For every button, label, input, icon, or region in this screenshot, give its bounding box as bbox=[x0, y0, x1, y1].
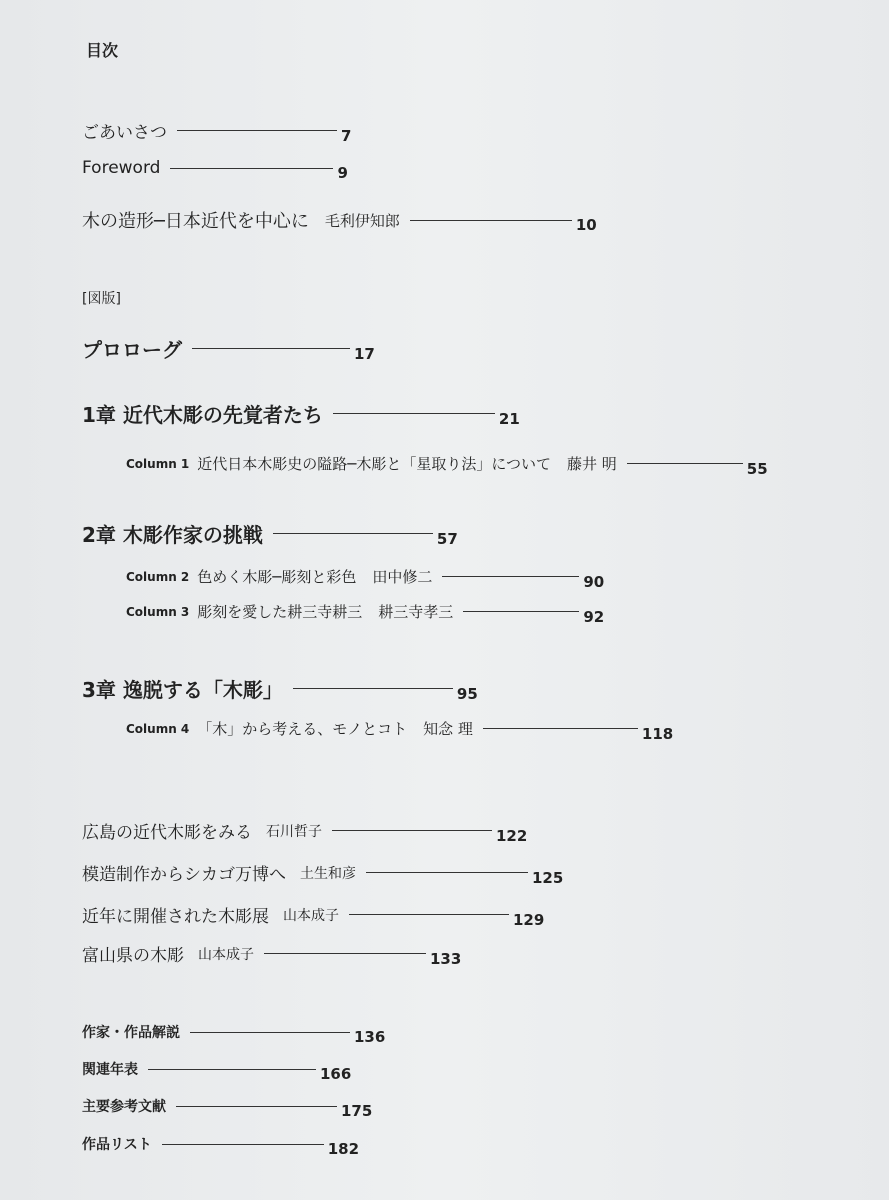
page-number: 9 bbox=[337, 164, 348, 182]
column-title: 「木」から考える、モノとコト bbox=[197, 720, 408, 738]
page-number: 175 bbox=[341, 1102, 373, 1120]
toc-entry-essay-4[interactable] bbox=[82, 941, 461, 966]
toc-entry-artist-notes[interactable] bbox=[82, 1022, 386, 1046]
page-number: 17 bbox=[354, 344, 375, 363]
leader-line bbox=[176, 1106, 337, 1107]
chapter-title: 2章 木彫作家の挑戦 bbox=[82, 523, 263, 547]
toc-entry-essay-3[interactable] bbox=[82, 902, 544, 927]
leader-line bbox=[483, 728, 638, 729]
toc-entry-chapter-1[interactable] bbox=[82, 399, 520, 428]
entry-author: 山本成子 bbox=[283, 907, 339, 924]
page-number: 129 bbox=[513, 910, 545, 929]
entry-title: 関連年表 bbox=[82, 1062, 138, 1078]
page-number: 122 bbox=[496, 826, 528, 845]
page-number: 125 bbox=[532, 868, 564, 887]
entry-title: 富山県の木彫 bbox=[82, 946, 184, 966]
leader-line bbox=[442, 576, 579, 577]
entry-title: 作家・作品解説 bbox=[82, 1025, 180, 1041]
column-title: 彫刻を愛した耕三寺耕三 bbox=[197, 603, 363, 621]
entry-author: 石川哲子 bbox=[266, 823, 322, 840]
toc-entry-prologue[interactable] bbox=[82, 334, 375, 363]
page-number: 92 bbox=[583, 607, 605, 626]
leader-line bbox=[463, 611, 579, 612]
entry-title: 近年に開催された木彫展 bbox=[82, 907, 269, 927]
leader-line bbox=[162, 1144, 324, 1145]
page-number: 166 bbox=[320, 1065, 352, 1083]
toc-entry-essay-1[interactable] bbox=[82, 818, 527, 843]
page-number: 95 bbox=[456, 684, 478, 703]
leader-line bbox=[332, 830, 492, 831]
toc-entry-column-4[interactable] bbox=[126, 718, 674, 743]
leader-line bbox=[293, 688, 453, 689]
leader-line bbox=[177, 130, 337, 131]
leader-line bbox=[190, 1032, 350, 1033]
entry-title: 広島の近代木彫をみる bbox=[82, 823, 252, 843]
column-tag: Column 4 bbox=[126, 721, 190, 736]
entry-author: 山本成子 bbox=[198, 946, 254, 963]
leader-line bbox=[333, 413, 495, 414]
page-number: 10 bbox=[575, 216, 597, 234]
toc-entry-works-list[interactable] bbox=[82, 1134, 360, 1158]
leader-line bbox=[273, 533, 433, 534]
toc-entry-chapter-2[interactable] bbox=[82, 519, 458, 548]
entry-title: 主要参考文献 bbox=[82, 1099, 166, 1115]
column-title: 近代日本木彫史の隘路─木彫と「星取り法」について bbox=[197, 455, 552, 473]
toc-entry-greeting[interactable] bbox=[82, 118, 351, 143]
entry-title: 作品リスト bbox=[82, 1137, 152, 1153]
page-number: 133 bbox=[430, 949, 462, 968]
page-number: 90 bbox=[583, 572, 605, 591]
leader-line bbox=[192, 348, 350, 349]
toc-entry-chronology[interactable] bbox=[82, 1059, 352, 1083]
column-tag: Column 2 bbox=[126, 569, 190, 584]
page-number: 7 bbox=[341, 126, 352, 145]
entry-title: ごあいさつ bbox=[82, 123, 167, 143]
toc-entry-column-3[interactable] bbox=[126, 601, 605, 626]
leader-line bbox=[264, 953, 426, 954]
page-number: 55 bbox=[746, 459, 768, 478]
leader-line bbox=[627, 463, 743, 464]
page-number: 21 bbox=[498, 409, 520, 428]
section-plates-label: [図版] bbox=[82, 291, 121, 307]
entry-title: Foreword bbox=[82, 158, 161, 178]
toc-entry-chapter-3[interactable] bbox=[82, 674, 478, 703]
leader-line bbox=[410, 220, 572, 221]
toc-entry-bibliography[interactable] bbox=[82, 1096, 373, 1120]
column-tag: Column 3 bbox=[126, 604, 190, 619]
entry-author: 土生和彦 bbox=[300, 865, 356, 882]
column-author: 耕三寺孝三 bbox=[378, 603, 454, 621]
page-number: 136 bbox=[354, 1028, 386, 1046]
column-author: 田中修二 bbox=[372, 568, 433, 586]
leader-line bbox=[148, 1069, 316, 1070]
page-number: 57 bbox=[436, 529, 458, 548]
page-number: 118 bbox=[641, 724, 674, 743]
toc-entry-essay-main[interactable] bbox=[82, 207, 597, 233]
entry-title: プロローグ bbox=[82, 338, 182, 362]
column-tag: Column 1 bbox=[126, 456, 190, 471]
entry-title: 木の造形─日本近代を中心に bbox=[82, 211, 309, 232]
leader-line bbox=[366, 872, 528, 873]
chapter-title: 3章 逸脱する「木彫」 bbox=[82, 678, 283, 702]
column-title: 色めく木彫─彫刻と彩色 bbox=[197, 568, 357, 586]
toc-entry-essay-2[interactable] bbox=[82, 860, 563, 885]
entry-title: 模造制作からシカゴ万博へ bbox=[82, 865, 286, 885]
toc-entry-column-1[interactable] bbox=[126, 453, 768, 478]
column-author: 知念 理 bbox=[423, 720, 473, 738]
toc-entry-column-2[interactable] bbox=[126, 566, 605, 591]
leader-line bbox=[349, 914, 509, 915]
leader-line bbox=[170, 168, 333, 169]
entry-author: 毛利伊知郎 bbox=[324, 211, 400, 230]
page-number: 182 bbox=[327, 1140, 360, 1158]
chapter-title: 1章 近代木彫の先覚者たち bbox=[82, 403, 323, 427]
toc-entry-foreword[interactable] bbox=[82, 158, 348, 182]
column-author: 藤井 明 bbox=[567, 455, 617, 473]
toc-title: 目次 bbox=[86, 41, 119, 60]
